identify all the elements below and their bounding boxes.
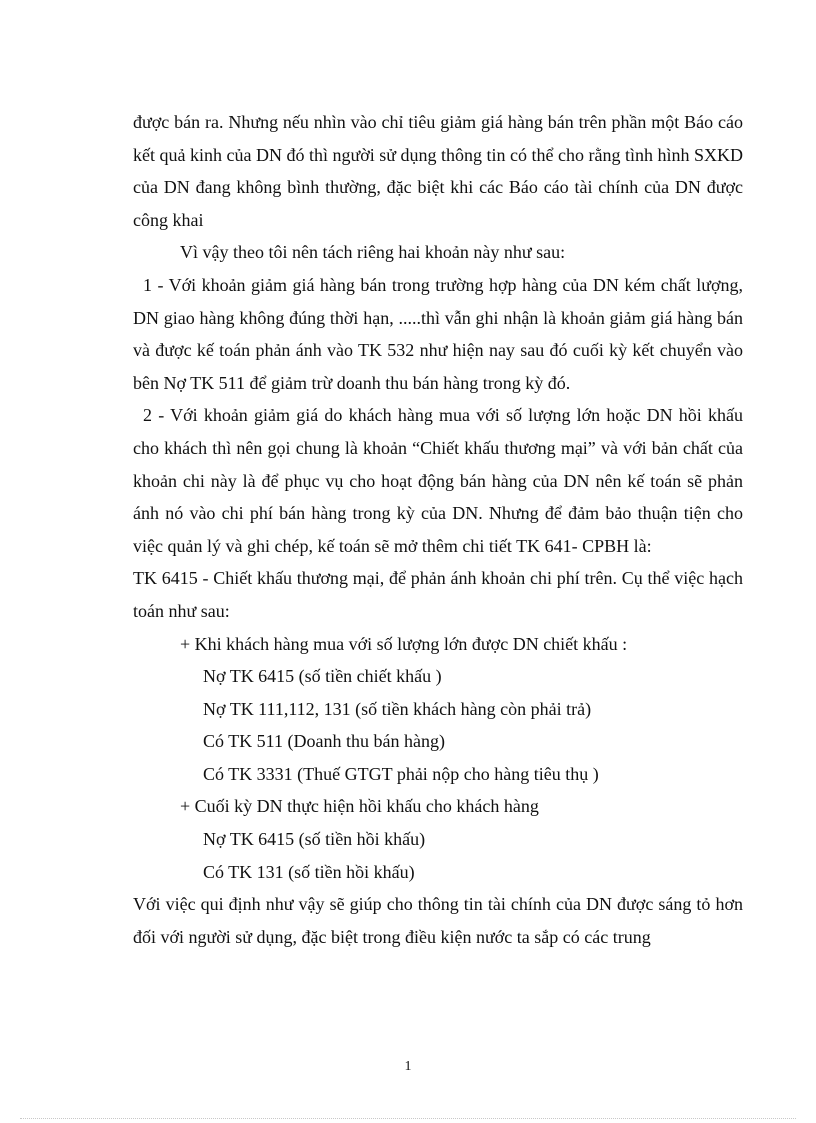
journal-entry-line: Có TK 3331 (Thuế GTGT phải nộp cho hàng tiêu thụ ) (203, 763, 599, 784)
entry-heading-rebate: + Cuối kỳ DN thực hiện hồi khấu cho khách hàng (180, 796, 539, 817)
paragraph-point-2: 2 - Với khoản giảm giá do khách hàng mua với số lượng lớn hoặc DN hồi khấu cho khách thì nên gọi chung là khoản “Chiết khấu thương mại” và với bản chất của khoản chi này là để phục vụ cho hoạt động bán hàng của DN nên kế toán sẽ phản ánh nó vào chi phí bán hàng trong kỳ của DN. Nhưng để đảm bảo thuận tiện cho việc quản lý và ghi chép, kế toán sẽ mở thêm chi tiết TK 641- CPBH là: (133, 405, 743, 556)
entry-heading-discount: + Khi khách hàng mua với số lượng lớn được DN chiết khấu : (180, 633, 628, 654)
paragraph-sales-reduction-report: được bán ra. Nhưng nếu nhìn vào chỉ tiêu giảm giá hàng bán trên phần một Báo cáo kết quả kinh của DN đó thì người sử dụng thông tin có thể cho rằng tình hình SXKD của DN đang không bình thường, đặc biệt khi các Báo cáo tài chính của DN được công khai (133, 112, 743, 230)
journal-entry-line: Nợ TK 6415 (số tiền hồi khấu) (203, 829, 426, 850)
paragraph-proposal-intro: Vì vậy theo tôi nên tách riêng hai khoản này như sau: (180, 242, 566, 263)
body-text (133, 106, 743, 953)
paragraph-conclusion: Với việc qui định như vậy sẽ giúp cho thông tin tài chính của DN được sáng tỏ hơn đối với người sử dụng, đặc biệt trong điều kiện nước ta sắp có các trung (133, 894, 743, 947)
journal-entry-line: Nợ TK 6415 (số tiền chiết khấu ) (203, 666, 442, 687)
journal-entry-line: Có TK 511 (Doanh thu bán hàng) (203, 731, 445, 752)
journal-entry-line: Có TK 131 (số tiền hồi khấu) (203, 861, 415, 882)
paragraph-account-6415: TK 6415 - Chiết khấu thương mại, để phản ánh khoản chi phí trên. Cụ thể việc hạch toán như sau: (133, 568, 743, 621)
page-number: 1 (404, 1059, 412, 1074)
journal-entry-line: Nợ TK 111,112, 131 (số tiền khách hàng còn phải trả) (203, 698, 592, 719)
paragraph-point-1: 1 - Với khoản giảm giá hàng bán trong trường hợp hàng của DN kém chất lượng, DN giao hàng không đúng thời hạn, .....thì vẫn ghi nhận là khoản giảm giá hàng bán và được kế toán phản ánh vào TK 532 như hiện nay sau đó cuối kỳ kết chuyển vào bên Nợ TK 511 để giảm trừ doanh thu bán hàng trong kỳ đó. (133, 274, 743, 393)
page-bottom-divider (20, 1118, 796, 1119)
